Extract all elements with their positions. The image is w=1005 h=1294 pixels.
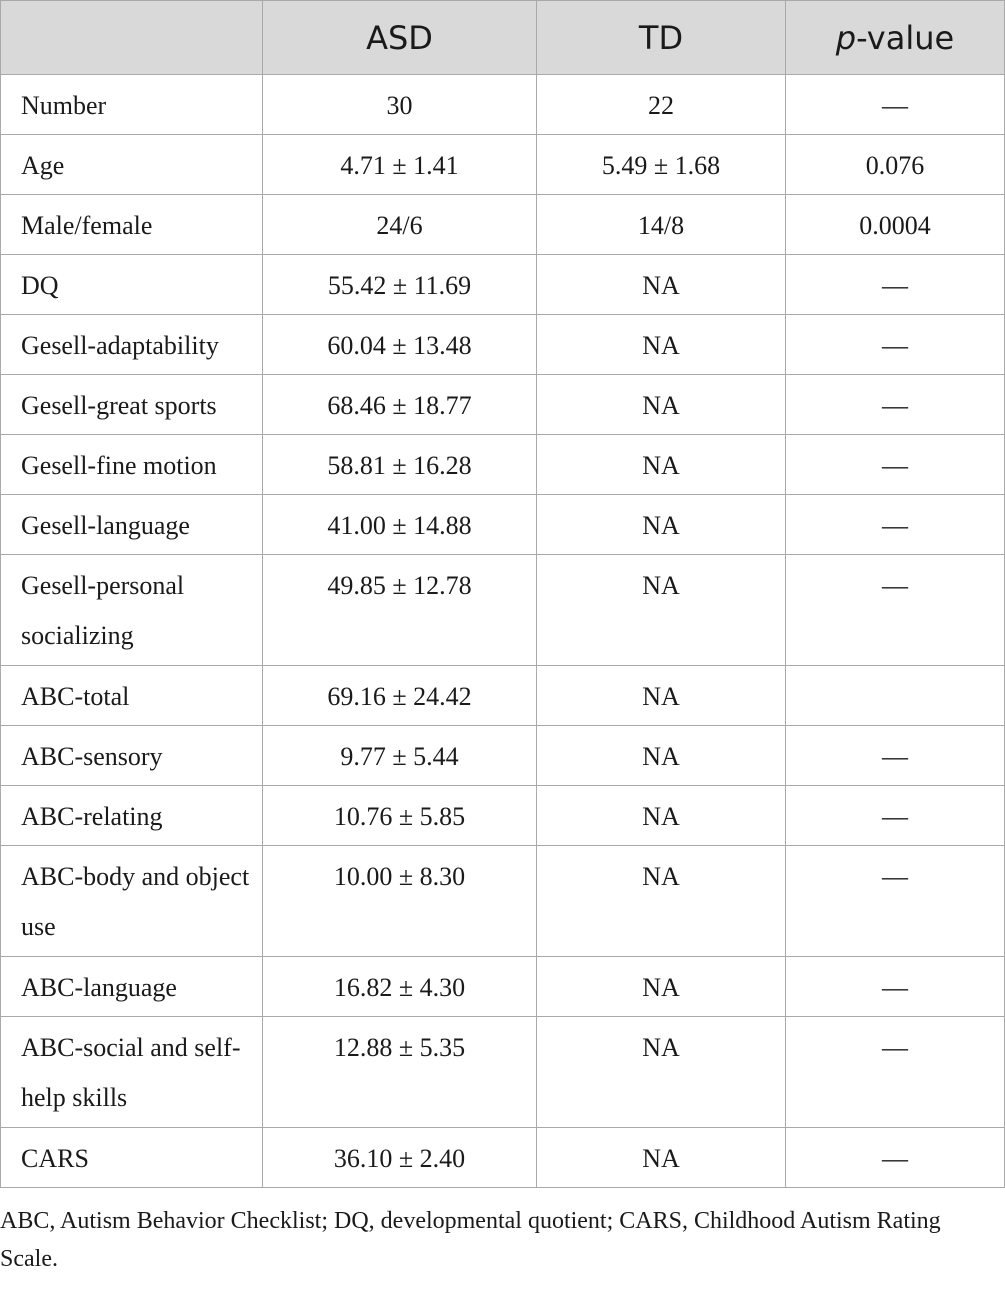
cell-td: 22 bbox=[537, 75, 786, 135]
cell-p-value: — bbox=[786, 726, 1005, 786]
cell-td: NA bbox=[537, 435, 786, 495]
cell-p-value: — bbox=[786, 75, 1005, 135]
cell-td: NA bbox=[537, 726, 786, 786]
row-label: DQ bbox=[1, 255, 263, 315]
cell-td: NA bbox=[537, 495, 786, 555]
table-row bbox=[1, 495, 1005, 555]
row-label: Gesell-language bbox=[1, 495, 263, 555]
row-label: Gesell-fine motion bbox=[1, 435, 263, 495]
cell-p-value: — bbox=[786, 255, 1005, 315]
table-row bbox=[1, 666, 1005, 726]
row-label: ABC-language bbox=[1, 957, 263, 1017]
cell-p-value: 0.0004 bbox=[786, 195, 1005, 255]
table-row bbox=[1, 1017, 1005, 1128]
cell-p-value: — bbox=[786, 435, 1005, 495]
header-asd: ASD bbox=[263, 1, 537, 75]
cell-asd: 4.71 ± 1.41 bbox=[263, 135, 537, 195]
table-row bbox=[1, 135, 1005, 195]
table-row bbox=[1, 75, 1005, 135]
row-label: ABC-relating bbox=[1, 786, 263, 846]
row-label: ABC-total bbox=[1, 666, 263, 726]
table-footnote: ABC, Autism Behavior Checklist; DQ, developmental quotient; CARS, Childhood Autism Rating Scale. bbox=[0, 1208, 941, 1272]
table-row bbox=[1, 786, 1005, 846]
cell-p-value: — bbox=[786, 1128, 1005, 1188]
row-label: ABC-social and self-help skills bbox=[1, 1017, 263, 1128]
cell-td: NA bbox=[537, 957, 786, 1017]
cell-td: NA bbox=[537, 786, 786, 846]
cell-p-value: — bbox=[786, 846, 1005, 957]
cell-td: 14/8 bbox=[537, 195, 786, 255]
row-label: Age bbox=[1, 135, 263, 195]
cell-td: NA bbox=[537, 255, 786, 315]
cell-asd: 10.76 ± 5.85 bbox=[263, 786, 537, 846]
table-row bbox=[1, 435, 1005, 495]
cell-asd: 24/6 bbox=[263, 195, 537, 255]
row-label: Gesell-personal socializing bbox=[1, 555, 263, 666]
cell-p-value: — bbox=[786, 555, 1005, 666]
table-row bbox=[1, 1128, 1005, 1188]
row-label: Gesell-great sports bbox=[1, 375, 263, 435]
header-row bbox=[1, 1, 1005, 75]
cell-asd: 10.00 ± 8.30 bbox=[263, 846, 537, 957]
cell-td: NA bbox=[537, 315, 786, 375]
table-row bbox=[1, 957, 1005, 1017]
cell-asd: 69.16 ± 24.42 bbox=[263, 666, 537, 726]
header-td: TD bbox=[537, 1, 786, 75]
row-label: CARS bbox=[1, 1128, 263, 1188]
cell-td: NA bbox=[537, 666, 786, 726]
cell-p-value: — bbox=[786, 495, 1005, 555]
cell-asd: 68.46 ± 18.77 bbox=[263, 375, 537, 435]
row-label: ABC-sensory bbox=[1, 726, 263, 786]
table-row bbox=[1, 846, 1005, 957]
table-body bbox=[1, 75, 1005, 1188]
cell-p-value: — bbox=[786, 375, 1005, 435]
cell-p-value: — bbox=[786, 957, 1005, 1017]
cell-td: NA bbox=[537, 846, 786, 957]
cell-p-value: — bbox=[786, 786, 1005, 846]
cell-td: NA bbox=[537, 555, 786, 666]
table-row bbox=[1, 315, 1005, 375]
header-p-rest: -value bbox=[856, 18, 955, 57]
cell-asd: 49.85 ± 12.78 bbox=[263, 555, 537, 666]
cell-asd: 55.42 ± 11.69 bbox=[263, 255, 537, 315]
cell-asd: 41.00 ± 14.88 bbox=[263, 495, 537, 555]
cell-p-value: — bbox=[786, 315, 1005, 375]
cell-asd: 9.77 ± 5.44 bbox=[263, 726, 537, 786]
table-header bbox=[1, 1, 1005, 75]
cell-asd: 30 bbox=[263, 75, 537, 135]
header-p-italic: p bbox=[835, 18, 857, 57]
cell-asd: 36.10 ± 2.40 bbox=[263, 1128, 537, 1188]
cell-asd: 12.88 ± 5.35 bbox=[263, 1017, 537, 1128]
table-row bbox=[1, 375, 1005, 435]
table-row bbox=[1, 555, 1005, 666]
row-label: Number bbox=[1, 75, 263, 135]
cell-p-value bbox=[786, 666, 1005, 726]
row-label: Male/female bbox=[1, 195, 263, 255]
table-row bbox=[1, 726, 1005, 786]
cell-td: NA bbox=[537, 1017, 786, 1128]
header-label-cell bbox=[1, 1, 263, 75]
row-label: ABC-body and object use bbox=[1, 846, 263, 957]
table-row bbox=[1, 195, 1005, 255]
header-p-value bbox=[786, 1, 1005, 75]
cell-td: NA bbox=[537, 1128, 786, 1188]
cell-asd: 60.04 ± 13.48 bbox=[263, 315, 537, 375]
cell-td: NA bbox=[537, 375, 786, 435]
row-label: Gesell-adaptability bbox=[1, 315, 263, 375]
cell-p-value: 0.076 bbox=[786, 135, 1005, 195]
cell-td: 5.49 ± 1.68 bbox=[537, 135, 786, 195]
cell-asd: 58.81 ± 16.28 bbox=[263, 435, 537, 495]
table-row bbox=[1, 255, 1005, 315]
cell-asd: 16.82 ± 4.30 bbox=[263, 957, 537, 1017]
cell-p-value: — bbox=[786, 1017, 1005, 1128]
